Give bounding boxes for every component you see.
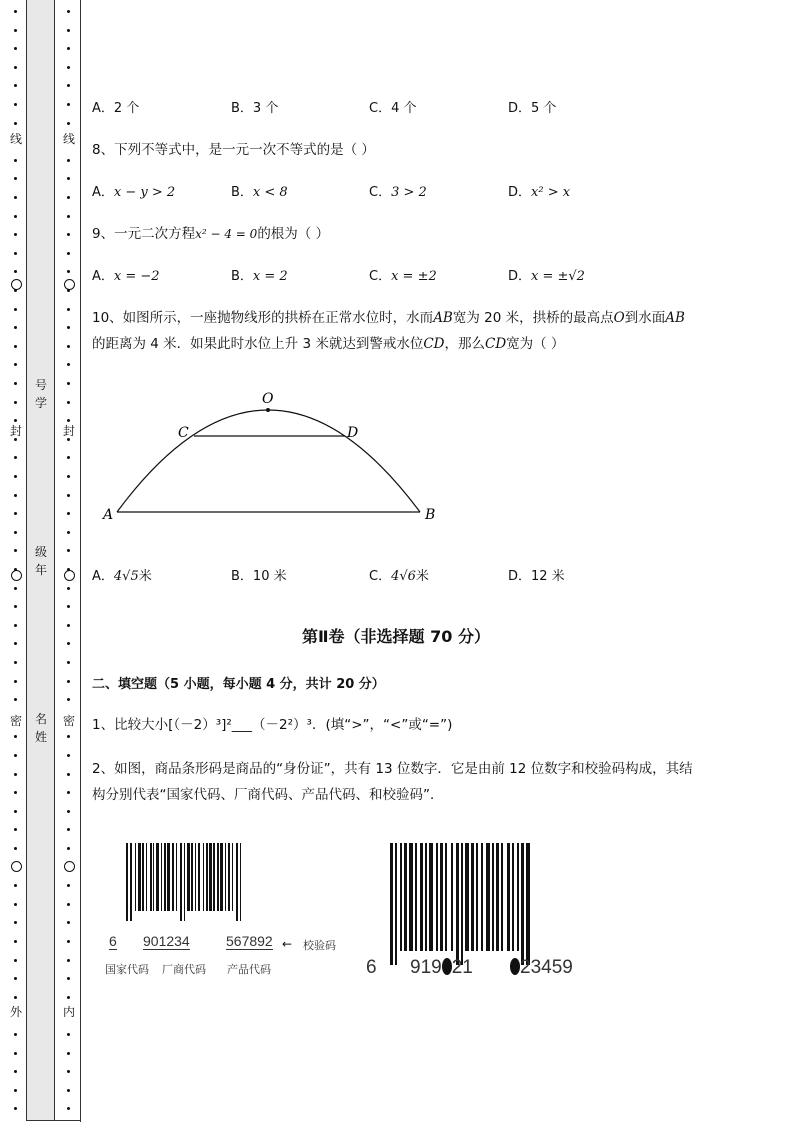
barcode-bar	[142, 843, 144, 911]
barcode-bar	[425, 843, 427, 951]
binding-dot	[67, 29, 70, 32]
binding-dot	[67, 363, 70, 366]
binding-dot	[67, 401, 70, 404]
binding-dot	[14, 308, 17, 311]
binding-dot	[14, 512, 17, 515]
binding-dot	[67, 773, 70, 776]
barcode-bar	[236, 843, 238, 921]
binding-dot	[67, 940, 70, 943]
binding-dot	[14, 642, 17, 645]
binding-dot	[67, 754, 70, 757]
binding-dot	[14, 959, 17, 962]
barcode-1-check-label: 校验码	[303, 939, 336, 952]
binding-dot	[14, 270, 17, 273]
binding-dot	[67, 122, 70, 125]
binding-dot	[67, 1033, 70, 1036]
q9-option-a: A．x = −2	[92, 269, 160, 284]
barcode-bar	[130, 843, 132, 921]
binding-dot	[14, 587, 17, 590]
label-c: C	[178, 425, 189, 441]
binding-dot	[14, 196, 17, 199]
barcode-bar	[429, 843, 433, 951]
binding-dot	[14, 977, 17, 980]
q8-option-c: C．3 > 2	[369, 185, 427, 200]
q10-option-c: C．4√6米	[369, 569, 429, 584]
binding-dot	[67, 308, 70, 311]
barcode-bar	[445, 843, 447, 951]
barcode-1-arrow: ←	[282, 937, 293, 951]
binding-dot	[14, 921, 17, 924]
binding-dot	[14, 363, 17, 366]
inner-mark-feng: 封	[62, 424, 75, 438]
binding-dot	[67, 549, 70, 552]
barcode-1-maker-digits: 901234	[143, 933, 190, 949]
barcode-bar	[390, 843, 393, 965]
binding-dot	[67, 382, 70, 385]
binding-inner-line	[80, 0, 81, 1122]
barcode-bar	[492, 843, 494, 951]
binding-dot	[67, 215, 70, 218]
binding-dot	[67, 159, 70, 162]
barcode-bar	[517, 843, 519, 951]
q7-option-a: A．2 个	[92, 101, 140, 116]
q8-option-b: B．x < 8	[231, 185, 288, 200]
binding-dot	[67, 10, 70, 13]
barcode-bar	[465, 843, 469, 951]
binding-dot	[67, 661, 70, 664]
binding-dot	[14, 754, 17, 757]
barcode-bar	[481, 843, 483, 951]
barcode-bar	[456, 843, 459, 965]
barcode-bar	[176, 843, 177, 911]
binding-dot	[14, 494, 17, 497]
binding-dot	[67, 494, 70, 497]
barcode-bar	[153, 843, 154, 911]
binding-dot	[14, 735, 17, 738]
binding-dot	[14, 661, 17, 664]
binding-dot	[14, 438, 17, 441]
barcode-bar	[420, 843, 423, 951]
binding-dot	[67, 475, 70, 478]
q8-option-a: A．x − y > 2	[92, 185, 176, 200]
binding-dot	[67, 419, 70, 422]
binding-dot	[67, 84, 70, 87]
binding-dot	[67, 828, 70, 831]
barcode-1-bars	[126, 843, 296, 923]
vertex-point-o	[266, 408, 270, 412]
binding-dot	[14, 177, 17, 180]
outer-circle	[11, 279, 22, 290]
binding-dot	[67, 735, 70, 738]
q9-option-c: C．x = ±2	[369, 269, 437, 284]
outer-mark-wai: 外	[9, 1005, 22, 1019]
binding-dot	[14, 475, 17, 478]
binding-dot	[14, 773, 17, 776]
barcode-bar	[526, 843, 530, 965]
q10-stem-line2: 的距离为 4 米．如果此时水位上升 3 米就达到警戒水位CD，那么CD宽为（ ）	[92, 336, 565, 352]
binding-dot	[67, 270, 70, 273]
q9-stem: 9、一元二次方程x² − 4 = 0的根为（ ）	[92, 226, 330, 242]
binding-dot	[14, 605, 17, 608]
barcode-bar	[225, 843, 226, 911]
q7-option-c: C．4 个	[369, 101, 417, 116]
barcode-bar	[220, 843, 223, 911]
binding-dot	[14, 1089, 17, 1092]
barcode-1-label-country: 国家代码	[105, 963, 149, 976]
fill-question-2-line2: 构分别代表“国家代码、厂商代码、产品代码、和校验码”．	[92, 787, 444, 803]
barcode-bar	[203, 843, 204, 911]
part2-title: 第Ⅱ卷（非选择题 70 分）	[302, 627, 490, 646]
binding-dot	[67, 605, 70, 608]
binding-dot	[67, 47, 70, 50]
q10-option-a: A．4√5米	[92, 569, 152, 584]
binding-dot	[67, 512, 70, 515]
outer-dotted-line	[9, 0, 23, 1123]
field-name: 名姓	[34, 712, 47, 744]
binding-dot	[14, 903, 17, 906]
barcode-bar	[217, 843, 219, 911]
q9-option-d: D．x = ±√2	[508, 269, 585, 284]
barcode-1-label-product: 产品代码	[227, 963, 271, 976]
section2-heading: 二、填空题（5 小题，每小题 4 分，共计 20 分）	[92, 677, 385, 692]
smudge-1	[442, 958, 452, 975]
fill-question-2-line1: 2、如图，商品条形码是商品的“身份证”，共有 13 位数字．它是由前 12 位数字和校验码构成，其结	[92, 761, 693, 777]
barcode-bar	[187, 843, 190, 911]
smudge-2	[510, 958, 520, 975]
binding-dot	[67, 1070, 70, 1073]
barcode-bar	[486, 843, 490, 951]
barcode-bar	[240, 843, 241, 921]
barcode-bar	[521, 843, 524, 965]
binding-dot	[14, 103, 17, 106]
barcode-1-label-maker: 厂商代码	[162, 963, 206, 976]
barcode-bar	[461, 843, 463, 965]
binding-dot	[14, 419, 17, 422]
binding-dot	[67, 996, 70, 999]
inner-circle	[64, 861, 75, 872]
label-d: D	[347, 425, 359, 441]
barcode-2-bars	[390, 843, 602, 968]
binding-dot	[67, 847, 70, 850]
binding-dot	[67, 680, 70, 683]
q10-option-d: D．12 米	[508, 569, 565, 584]
binding-dot	[14, 326, 17, 329]
binding-dot	[67, 1107, 70, 1110]
binding-dot	[14, 680, 17, 683]
binding-dot	[14, 84, 17, 87]
binding-dot	[14, 29, 17, 32]
binding-dot	[67, 177, 70, 180]
binding-dot	[67, 103, 70, 106]
field-student-number: 号学	[34, 378, 47, 410]
outer-circle	[11, 570, 22, 581]
binding-dot	[14, 401, 17, 404]
fill-question-1: 1、比较大小[（－2）³]²___（－2²）³．(填“>”，“<”或“=”)	[92, 717, 453, 733]
binding-dot	[67, 1089, 70, 1092]
binding-dot	[67, 1052, 70, 1055]
binding-dot	[67, 531, 70, 534]
barcode-bar	[512, 843, 514, 951]
barcode-bar	[507, 843, 510, 951]
barcode-bar	[209, 843, 212, 911]
binding-dot	[67, 698, 70, 701]
binding-dot	[67, 66, 70, 69]
barcode-bar	[395, 843, 397, 965]
binding-dot	[67, 903, 70, 906]
barcode-bar	[476, 843, 478, 951]
binding-dot	[14, 1070, 17, 1073]
inner-mark-nei: 内	[62, 1005, 75, 1019]
barcode-bar	[501, 843, 503, 951]
inner-mark-xian: 线	[62, 132, 75, 146]
barcode-bar	[184, 843, 185, 921]
binding-dot	[67, 884, 70, 887]
barcode-bar	[150, 843, 152, 911]
barcode-bar	[138, 843, 141, 911]
binding-dot	[67, 959, 70, 962]
q7-option-d: D．5 个	[508, 101, 557, 116]
binding-dot	[14, 1107, 17, 1110]
binding-dot	[14, 456, 17, 459]
binding-dot	[14, 996, 17, 999]
barcode-2-digits-end: 23459	[510, 957, 573, 979]
label-a: A	[103, 507, 114, 523]
binding-dot	[14, 549, 17, 552]
barcode-bar	[146, 843, 147, 911]
binding-dot	[14, 810, 17, 813]
barcode-2-first-digit: 6	[366, 957, 377, 978]
binding-dot	[14, 252, 17, 255]
barcode-bar	[436, 843, 438, 951]
parabolic-bridge-figure	[95, 385, 455, 530]
binding-dot	[14, 828, 17, 831]
q7-option-b: B．3 个	[231, 101, 279, 116]
q8-stem: 8、下列不等式中，是一元一次不等式的是（ ）	[92, 142, 375, 158]
binding-dot	[67, 456, 70, 459]
barcode-bar	[161, 843, 162, 911]
barcode-bar	[415, 843, 417, 951]
bridge-arch	[117, 410, 420, 512]
inner-circle	[64, 279, 75, 290]
binding-dot	[14, 47, 17, 50]
barcode-bar	[440, 843, 443, 951]
barcode-bar	[232, 843, 233, 911]
binding-dot	[67, 921, 70, 924]
barcode-bar	[191, 843, 193, 911]
barcode-1-product-digits: 567892	[226, 933, 273, 949]
binding-dot	[14, 624, 17, 627]
barcode-1-country-digit: 6	[109, 933, 117, 949]
barcode-bar	[496, 843, 499, 951]
binding-dot	[67, 252, 70, 255]
binding-dot	[14, 940, 17, 943]
binding-dot	[14, 1033, 17, 1036]
binding-dot	[67, 642, 70, 645]
outer-circle	[11, 861, 22, 872]
binding-dot	[14, 698, 17, 701]
barcode-bar	[228, 843, 230, 911]
barcode-2-digits-mid: 919 21	[410, 957, 473, 978]
q10-option-b: B．10 米	[231, 569, 287, 584]
binding-dot	[14, 66, 17, 69]
outer-mark-xian: 线	[9, 132, 22, 146]
barcode-bar	[180, 843, 182, 921]
binding-dot	[67, 196, 70, 199]
binding-dot	[67, 233, 70, 236]
binding-dot	[67, 345, 70, 348]
binding-dot	[14, 122, 17, 125]
binding-dot	[67, 810, 70, 813]
binding-dot	[14, 233, 17, 236]
label-b: B	[425, 507, 436, 523]
barcode-bar	[206, 843, 208, 911]
field-grade: 级年	[34, 545, 47, 577]
q8-option-d: D．x² > x	[508, 185, 571, 200]
barcode-bar	[172, 843, 174, 911]
barcode-bar	[404, 843, 407, 951]
inner-dotted-line	[62, 0, 76, 1123]
barcode-bar	[451, 843, 453, 951]
binding-dot	[67, 977, 70, 980]
binding-dot	[14, 159, 17, 162]
barcode-bar	[471, 843, 474, 951]
barcode-bar	[135, 843, 136, 911]
barcode-bar	[198, 843, 200, 911]
inner-mark-mi: 密	[62, 714, 75, 728]
binding-dot	[14, 10, 17, 13]
binding-dot	[67, 438, 70, 441]
binding-dot	[67, 326, 70, 329]
label-o: O	[262, 391, 274, 407]
outer-mark-mi: 密	[9, 714, 22, 728]
binding-dot	[67, 587, 70, 590]
q9-option-b: B．x = 2	[231, 269, 288, 284]
binding-dot	[14, 884, 17, 887]
barcode-bar	[400, 843, 402, 951]
binding-dot	[14, 1052, 17, 1055]
barcode-bar	[409, 843, 413, 951]
barcode-bar	[195, 843, 196, 911]
binding-dot	[14, 345, 17, 348]
outer-mark-feng: 封	[9, 424, 22, 438]
barcode-bar	[213, 843, 215, 911]
barcode-bar	[167, 843, 170, 911]
barcode-bar	[164, 843, 166, 911]
binding-dot	[67, 624, 70, 627]
q10-stem-line1: 10、如图所示，一座抛物线形的拱桥在正常水位时，水而AB宽为 20 米，拱桥的最高点O到水面AB	[92, 310, 685, 326]
binding-dot	[14, 847, 17, 850]
binding-dot	[14, 531, 17, 534]
barcode-bar	[126, 843, 128, 921]
binding-dot	[67, 791, 70, 794]
barcode-bar	[156, 843, 159, 911]
binding-dot	[14, 382, 17, 385]
inner-circle	[64, 570, 75, 581]
binding-dot	[14, 791, 17, 794]
binding-dot	[14, 215, 17, 218]
